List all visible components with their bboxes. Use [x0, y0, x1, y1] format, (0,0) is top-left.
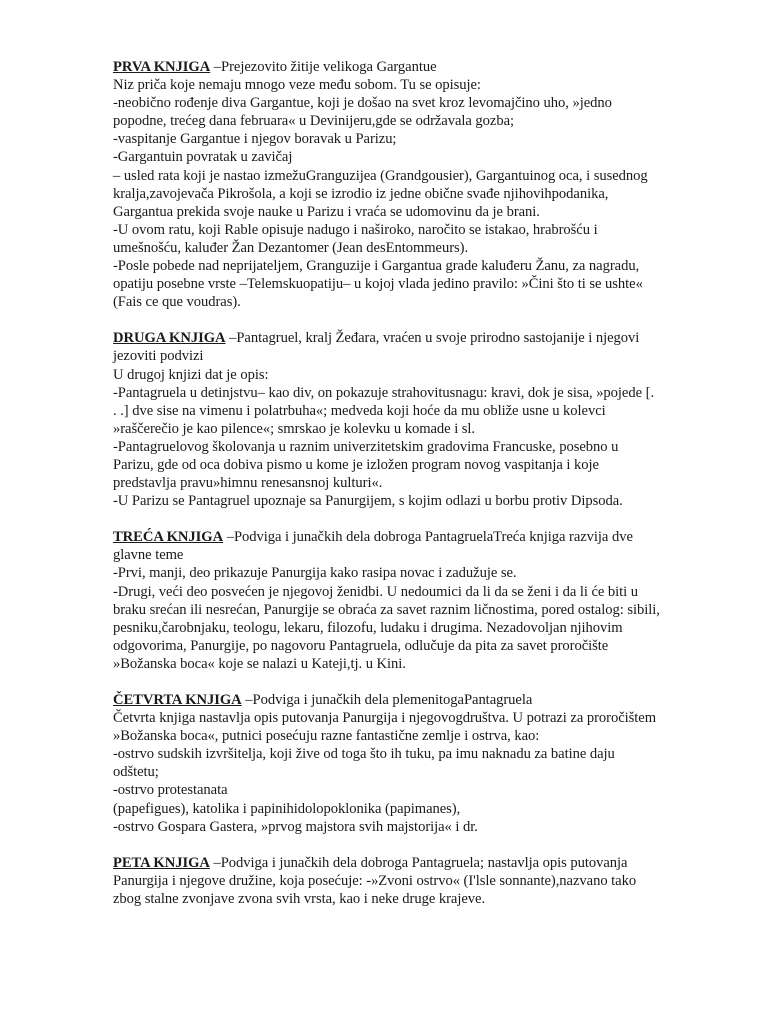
paragraph: U drugoj knjizi dat je opis: — [113, 366, 269, 383]
section-subtitle: –Prejezovito žitije velikoga Gargantue — [210, 59, 437, 75]
section-subtitle: –Pantagruel, kralj Žeđara, vraćen u svoje prirodno sastojanije i njegovi jezoviti podvizi — [113, 330, 640, 365]
paragraph: -Prvi, manji, deo prikazuje Panurgija kako rasipa novac i zadužuje se. — [113, 565, 517, 582]
paragraph: -Posle pobede nad neprijateljem, Granguzije i Gargantua grade kaluđeru Žanu, za nagradu, opatiju posebne vrste –Telemskuopatiju– u kojoj vlada jedino pravilo: »Čini što ti se ushte« (Fais ce que voudras). — [113, 258, 643, 311]
section-subtitle: –Podviga i junačkih dela dobroga Pantagruela; nastavlja opis putovanja Panurgija i njegove družine, koja posećuje: -»Zvoni ostrvo« (I'lsle sonnante),nazvano tako zbog stalne zvonjave zvona svih vrsta, kao i neke druge krajeve. — [113, 854, 637, 907]
section-heading: PRVA KNJIGA — [113, 59, 211, 75]
section-subtitle: –Podviga i junačkih dela dobroga PantagruelaTreća knjiga razvija dve glavne teme — [113, 529, 633, 564]
section-heading: DRUGA KNJIGA — [113, 330, 226, 347]
section-heading: TREĆA KNJIGA — [113, 529, 224, 546]
section-heading-line — [113, 528, 661, 564]
paragraph: – usled rata koji je nastao izmežuGranguzijea (Grandgousier), Gargantuinog oca, i susednog kralja,zavojevača Pikrošola, a koji se izrodio iz jedne obične svađe njihovihpodanika, Gargantua prekida svoje nauke u Parizu i vraća se udomovinu da je brani. — [113, 167, 648, 220]
paragraph: -U ovom ratu, koji Rable opisuje nadugo i naširoko, naročito se istakao, hrabrošću i umešnošću, kaluđer Žan Dezantomer (Jean desEntommeurs). — [113, 221, 598, 256]
section-heading: PETA KNJIGA — [113, 854, 210, 871]
paragraph: -Pantagruela u detinjstvu– kao div, on pokazuje strahovitusnagu: kravi, dok je sisa, »pojede [. . .] dve sise na vimenu i polatrbuha«; medveda koji hoće da mu obliže usne u kolevci »raščerečio je kao pilence«; smrskao je kolevku u komade i sl. — [113, 384, 655, 437]
section-heading-line — [113, 58, 661, 76]
section-treca-knjiga — [113, 528, 661, 673]
paragraph: -U Parizu se Pantagruel upoznaje sa Panurgijem, s kojim odlazi u borbu protiv Dipsoda. — [113, 493, 623, 510]
section-heading: ČETVRTA KNJIGA — [113, 692, 242, 708]
paragraph: Niz priča koje nemaju mnogo veze među sobom. Tu se opisuje: — [113, 77, 481, 94]
paragraph: -vaspitanje Gargantue i njegov boravak u Parizu; — [113, 131, 397, 148]
paragraph: -Pantagruelovog školovanja u raznim univerzitetskim gradovima Francuske, posebno u Parizu, gde od oca dobiva pismo u kome je izložen program novog vaspitanja i koje predstavlja pravu»himnu renesansnoj kulturi«. — [113, 438, 619, 492]
section-druga-knjiga — [113, 329, 661, 510]
document-page — [113, 58, 661, 926]
section-heading-line — [113, 691, 661, 709]
paragraph: (papefigues), katolika i papinihidolopoklonika (papimanes), — [113, 800, 461, 817]
paragraph: -neobično rođenje diva Gargantue, koji je došao na svet kroz levomajčino uho, »jedno popodne, trećeg dana februara« u Devinijeru,gde se održavala gozba; — [113, 95, 612, 130]
section-subtitle: –Podviga i junačkih dela plemenitogaPantagruela — [241, 692, 533, 708]
section-cetvrta-knjiga — [113, 691, 661, 836]
section-heading-line — [113, 329, 661, 365]
section-prva-knjiga — [113, 58, 661, 311]
paragraph: -ostrvo Gospara Gastera, »prvog majstora svih majstorija« i dr. — [113, 818, 478, 835]
section-peta-knjiga — [113, 854, 661, 908]
paragraph: -ostrvo sudskih izvršitelja, koji žive od toga što ih tuku, pa imu naknadu za batine daju odštetu; — [113, 746, 615, 781]
paragraph: -Drugi, veći deo posvećen je njegovoj ženidbi. U nedoumici da li da se ženi i da li će biti u braku srećan ili nesrećan, Panurgije se obraća za savet raznim ličnostima, pored ostalog: sibili, pesniku,čarobnjaku, teologu, lekaru, filozofu, ludaku i drugima. Nezadovoljan njihovim odgovorima, Panurgije, po nagovoru Pantagruela, odlučuje da pita za savet proročište »Božanska boca« koje se nalazi u Kateji,tj. u Kini. — [113, 583, 660, 672]
paragraph: Četvrta knjiga nastavlja opis putovanja Panurgija i njegovogdruštva. U potrazi za proročištem »Božanska boca«, putnici posećuju razne fantastične zemlje i ostrva, kao: — [113, 710, 657, 745]
paragraph: -Gargantuin povratak u zavičaj — [113, 149, 293, 166]
section-heading-line — [113, 854, 661, 908]
paragraph: -ostrvo protestanata — [113, 782, 228, 799]
